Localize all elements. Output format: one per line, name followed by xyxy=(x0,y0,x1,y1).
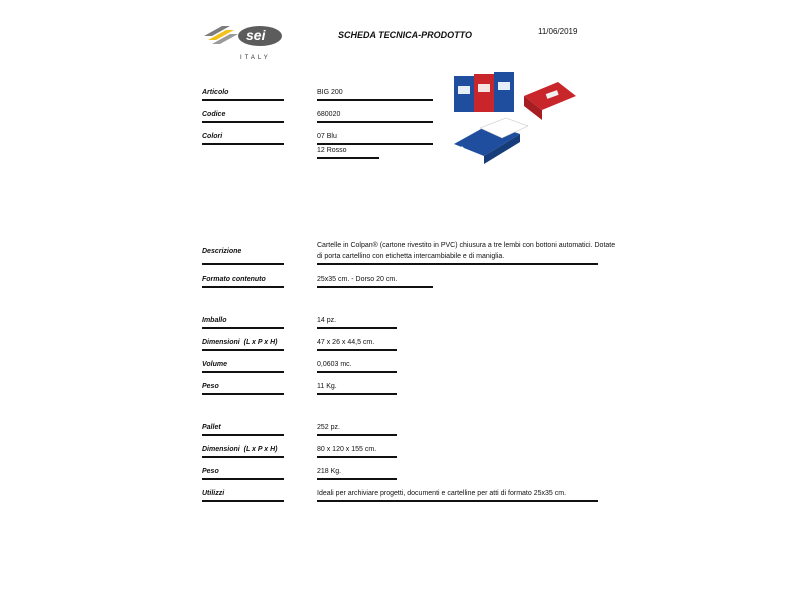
divider xyxy=(202,143,284,145)
value-articolo: BIG 200 xyxy=(317,89,343,96)
divider xyxy=(202,371,284,373)
value-descrizione-2: di porta cartellino con etichetta intercambiabile e di maniglia. xyxy=(317,253,505,260)
label-formato: Formato contenuto xyxy=(202,276,266,283)
divider xyxy=(317,349,397,351)
value-volume: 0,0603 mc. xyxy=(317,361,352,368)
sei-logo-icon xyxy=(204,22,284,52)
value-utilizzi: Ideali per archiviare progetti, documenti e cartelline per atti di formato 25x35 cm. xyxy=(317,490,567,497)
label-peso-imballo: Peso xyxy=(202,383,219,390)
page-title: SCHEDA TECNICA-PRODOTTO xyxy=(338,30,473,40)
value-imballo: 14 pz. xyxy=(317,317,337,324)
value-peso-imballo: 11 Kg. xyxy=(317,383,337,390)
product-image xyxy=(450,68,580,168)
divider xyxy=(202,263,284,265)
divider xyxy=(317,456,397,458)
label-imballo: Imballo xyxy=(202,317,227,324)
divider xyxy=(202,478,284,480)
divider xyxy=(317,478,397,480)
label-peso-pallet: Peso xyxy=(202,468,219,475)
divider xyxy=(317,500,598,502)
divider xyxy=(202,99,284,101)
label-colori: Colori xyxy=(202,133,223,140)
label-dimensioni-imballo: Dimensioni (L x P x H) xyxy=(202,339,278,346)
divider xyxy=(317,263,598,265)
brand-logo xyxy=(204,22,284,52)
value-descrizione-1: Cartelle in Colpan® (cartone rivestito in PVC) chiusura a tre lembi con bottoni automatici. Dotate xyxy=(317,242,616,249)
brand-subtitle: ITALY xyxy=(240,55,271,61)
value-formato: 25x35 cm. - Dorso 20 cm. xyxy=(317,276,398,283)
label-codice: Codice xyxy=(202,111,226,118)
value-colori-2: 12 Rosso xyxy=(317,147,347,154)
divider xyxy=(317,393,397,395)
value-colori-1: 07 Blu xyxy=(317,133,337,140)
divider xyxy=(317,434,397,436)
divider xyxy=(317,371,397,373)
box-file-icon xyxy=(450,68,580,168)
value-dimensioni-pallet: 80 x 120 x 155 cm. xyxy=(317,446,377,453)
divider xyxy=(317,286,433,288)
brand-name: sei xyxy=(246,27,266,43)
divider xyxy=(202,286,284,288)
label-utilizzi: Utilizzi xyxy=(202,490,225,497)
value-peso-pallet: 218 Kg. xyxy=(317,468,342,475)
divider xyxy=(317,327,397,329)
label-pallet: Pallet xyxy=(202,424,221,431)
divider xyxy=(202,434,284,436)
divider xyxy=(202,456,284,458)
label-articolo: Articolo xyxy=(202,89,229,96)
divider xyxy=(202,349,284,351)
divider xyxy=(317,121,433,123)
label-dimensioni-pallet: Dimensioni (L x P x H) xyxy=(202,446,278,453)
value-codice: 680020 xyxy=(317,111,341,118)
divider xyxy=(317,143,433,145)
value-pallet: 252 pz. xyxy=(317,424,340,431)
divider xyxy=(202,500,284,502)
divider xyxy=(317,99,433,101)
value-dimensioni-imballo: 47 x 26 x 44,5 cm. xyxy=(317,339,375,346)
divider xyxy=(202,393,284,395)
divider xyxy=(202,121,284,123)
label-descrizione: Descrizione xyxy=(202,248,242,255)
document-date: 11/06/2019 xyxy=(538,27,578,36)
divider xyxy=(202,327,284,329)
label-volume: Volume xyxy=(202,361,228,368)
divider xyxy=(317,157,379,159)
